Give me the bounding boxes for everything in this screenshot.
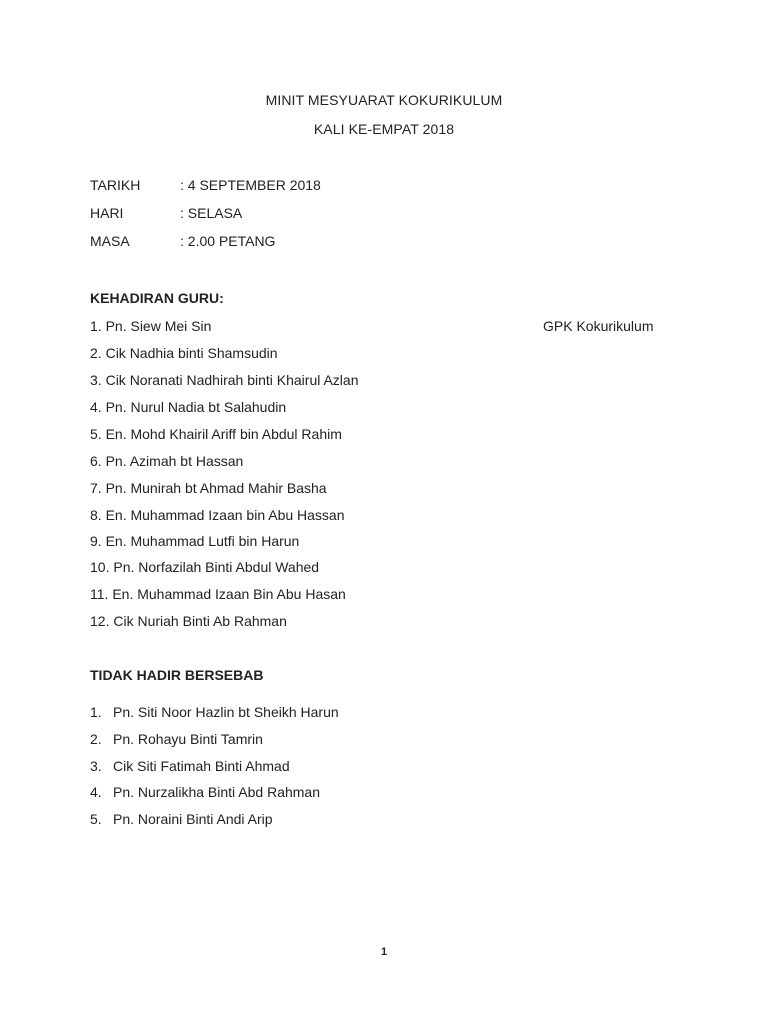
item-name: Pn. Munirah bt Ahmad Mahir Basha bbox=[105, 480, 327, 496]
item-number: 6. bbox=[90, 453, 102, 469]
item-number: 9. bbox=[90, 533, 102, 549]
meta-row-masa bbox=[90, 233, 275, 249]
item-name: Pn. Noraini Binti Andi Arip bbox=[113, 811, 273, 827]
meta-value: : 2.00 PETANG bbox=[180, 233, 276, 249]
absent-item bbox=[90, 784, 320, 800]
item-number: 2. bbox=[90, 731, 102, 747]
absent-heading: TIDAK HADIR BERSEBAB bbox=[90, 667, 264, 683]
attendance-item bbox=[90, 372, 359, 388]
item-name: Pn. Nurul Nadia bt Salahudin bbox=[105, 399, 287, 415]
absent-item bbox=[90, 811, 273, 827]
attendance-item bbox=[90, 613, 287, 629]
item-number: 11. bbox=[90, 586, 109, 602]
document-title: MINIT MESYUARAT KOKURIKULUM bbox=[265, 92, 503, 108]
meta-label: MASA bbox=[90, 233, 130, 249]
item-name: Pn. Azimah bt Hassan bbox=[105, 453, 244, 469]
attendance-item bbox=[90, 426, 342, 442]
item-name: Pn. Nurzalikha Binti Abd Rahman bbox=[113, 784, 320, 800]
attendance-item bbox=[90, 480, 327, 496]
document-subtitle: KALI KE-EMPAT 2018 bbox=[313, 121, 455, 137]
item-name: Cik Nadhia binti Shamsudin bbox=[105, 345, 278, 361]
item-name: Cik Noranati Nadhirah binti Khairul Azlan bbox=[105, 372, 359, 388]
item-name: En. Muhammad Lutfi bin Harun bbox=[105, 533, 300, 549]
item-name: Cik Siti Fatimah Binti Ahmad bbox=[113, 758, 290, 774]
absent-item bbox=[90, 758, 290, 774]
meta-row-tarikh bbox=[90, 177, 321, 193]
page-number: 1 bbox=[380, 946, 388, 958]
absent-item bbox=[90, 731, 263, 747]
absent-item bbox=[90, 704, 339, 720]
meta-value: : SELASA bbox=[180, 205, 243, 221]
attendance-item bbox=[90, 318, 211, 334]
item-name: Pn. Siew Mei Sin bbox=[105, 318, 212, 334]
item-number: 4. bbox=[90, 784, 102, 800]
attendance-item bbox=[90, 507, 345, 523]
item-number: 4. bbox=[90, 399, 102, 415]
item-name: En. Mohd Khairil Ariff bin Abdul Rahim bbox=[105, 426, 342, 442]
meta-label: TARIKH bbox=[90, 177, 141, 193]
item-name: Pn. Rohayu Binti Tamrin bbox=[113, 731, 263, 747]
item-name: Pn. Siti Noor Hazlin bt Sheikh Harun bbox=[113, 704, 339, 720]
attendance-item bbox=[90, 399, 286, 415]
item-number: 5. bbox=[90, 811, 102, 827]
item-name: Pn. Norfazilah Binti Abdul Wahed bbox=[113, 559, 320, 575]
attendance-heading: KEHADIRAN GURU: bbox=[90, 290, 224, 306]
item-number: 10. bbox=[90, 559, 110, 575]
item-name: En. Muhammad Izaan Bin Abu Hasan bbox=[112, 586, 346, 602]
item-name: Cik Nuriah Binti Ab Rahman bbox=[113, 613, 287, 629]
item-number: 3. bbox=[90, 372, 102, 388]
meta-label: HARI bbox=[90, 205, 124, 221]
item-number: 12. bbox=[90, 613, 110, 629]
item-number: 2. bbox=[90, 345, 102, 361]
attendance-item bbox=[90, 453, 243, 469]
attendance-item bbox=[90, 345, 278, 361]
attendance-item bbox=[90, 586, 346, 602]
item-number: 1. bbox=[90, 318, 102, 334]
attendance-item bbox=[90, 559, 319, 575]
meta-value: : 4 SEPTEMBER 2018 bbox=[180, 177, 321, 193]
item-name: En. Muhammad Izaan bin Abu Hassan bbox=[105, 507, 345, 523]
item-number: 8. bbox=[90, 507, 102, 523]
item-number: 5. bbox=[90, 426, 102, 442]
item-number: 7. bbox=[90, 480, 102, 496]
item-number: 1. bbox=[90, 704, 102, 720]
attendance-role: GPK Kokurikulum bbox=[543, 318, 654, 334]
attendance-item bbox=[90, 533, 299, 549]
item-number: 3. bbox=[90, 758, 102, 774]
meta-row-hari bbox=[90, 205, 242, 221]
